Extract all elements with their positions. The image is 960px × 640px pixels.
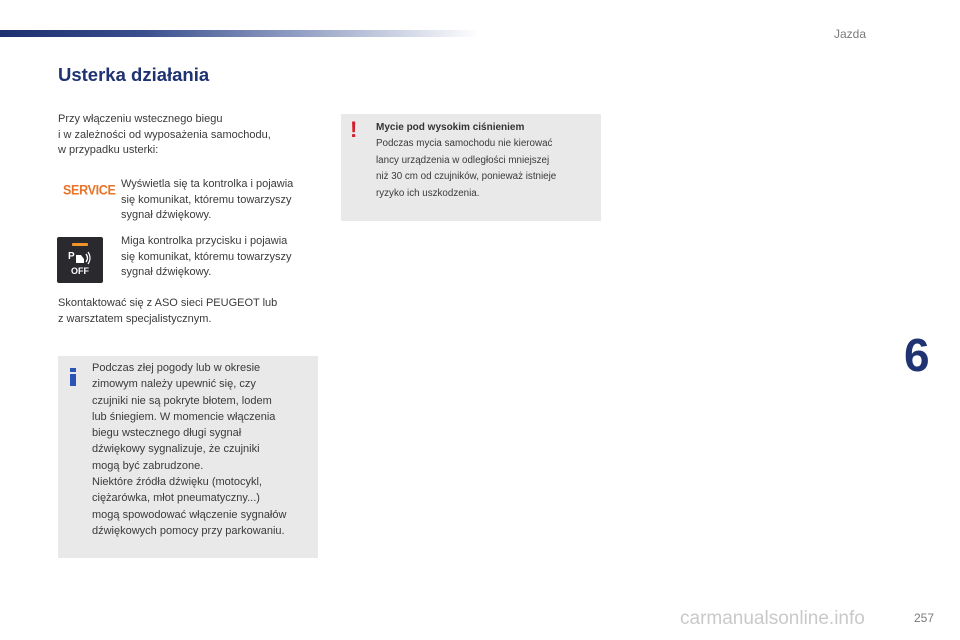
info-box-text: Podczas złej pogody lub w okresie zimowym należy upewnić się, czy czujniki nie są pokryte błotem, lodem lub śniegiem. W momencie włączenia biegu wstecznego długi sygnał dźwiękowy sygnalizuje, że czujniki mogą być zabrudzone. Niektóre źródła dźwięku (motocykl, ciężarówka, młot pneumatyczny...) mogą spowodować włączenie sygnałów dźwiękowych pomocy przy parkowaniu. — [92, 362, 287, 537]
button-led-indicator — [72, 243, 88, 246]
info-icon — [69, 368, 77, 386]
parking-row-text: Miga kontrolka przycisku i pojawia się komunikat, któremu towarzyszy sygnał dźwiękowy. — [121, 235, 292, 278]
watermark: carmanualsonline.info — [680, 608, 865, 629]
warning-box — [341, 114, 601, 221]
intro-paragraph: Przy włączeniu wstecznego biegu i w zależności od wyposażenia samochodu, w przypadku usterki: — [58, 113, 271, 156]
page-number: 257 — [914, 611, 935, 625]
chapter-number: 6 — [904, 329, 930, 381]
svg-text:P: P — [68, 251, 75, 262]
service-row-text: Wyświetla się ta kontrolka i pojawia się komunikat, któremu towarzyszy sygnał dźwiękowy. — [121, 178, 294, 221]
park-assist-symbol — [68, 249, 92, 267]
section-label: Jazda — [834, 27, 867, 41]
info-box — [58, 356, 318, 558]
exclamation-icon: ! — [350, 117, 358, 142]
service-warning-icon: SERVICE — [63, 182, 116, 198]
warning-title: Mycie pod wysokim ciśnieniem — [376, 122, 525, 133]
park-assist-off-icon — [57, 237, 103, 283]
contact-paragraph: Skontaktować się z ASO sieci PEUGEOT lub z warsztatem specjalistycznym. — [58, 297, 278, 325]
header-gradient-bar — [0, 30, 480, 37]
off-label: OFF — [71, 266, 89, 276]
warning-text: Podczas mycia samochodu nie kierować lancy urządzenia w odległości mniejszej niż 30 cm od czujników, ponieważ istnieje ryzyko ich uszkodzenia. — [376, 138, 557, 199]
page-title: Usterka działania — [58, 64, 210, 85]
